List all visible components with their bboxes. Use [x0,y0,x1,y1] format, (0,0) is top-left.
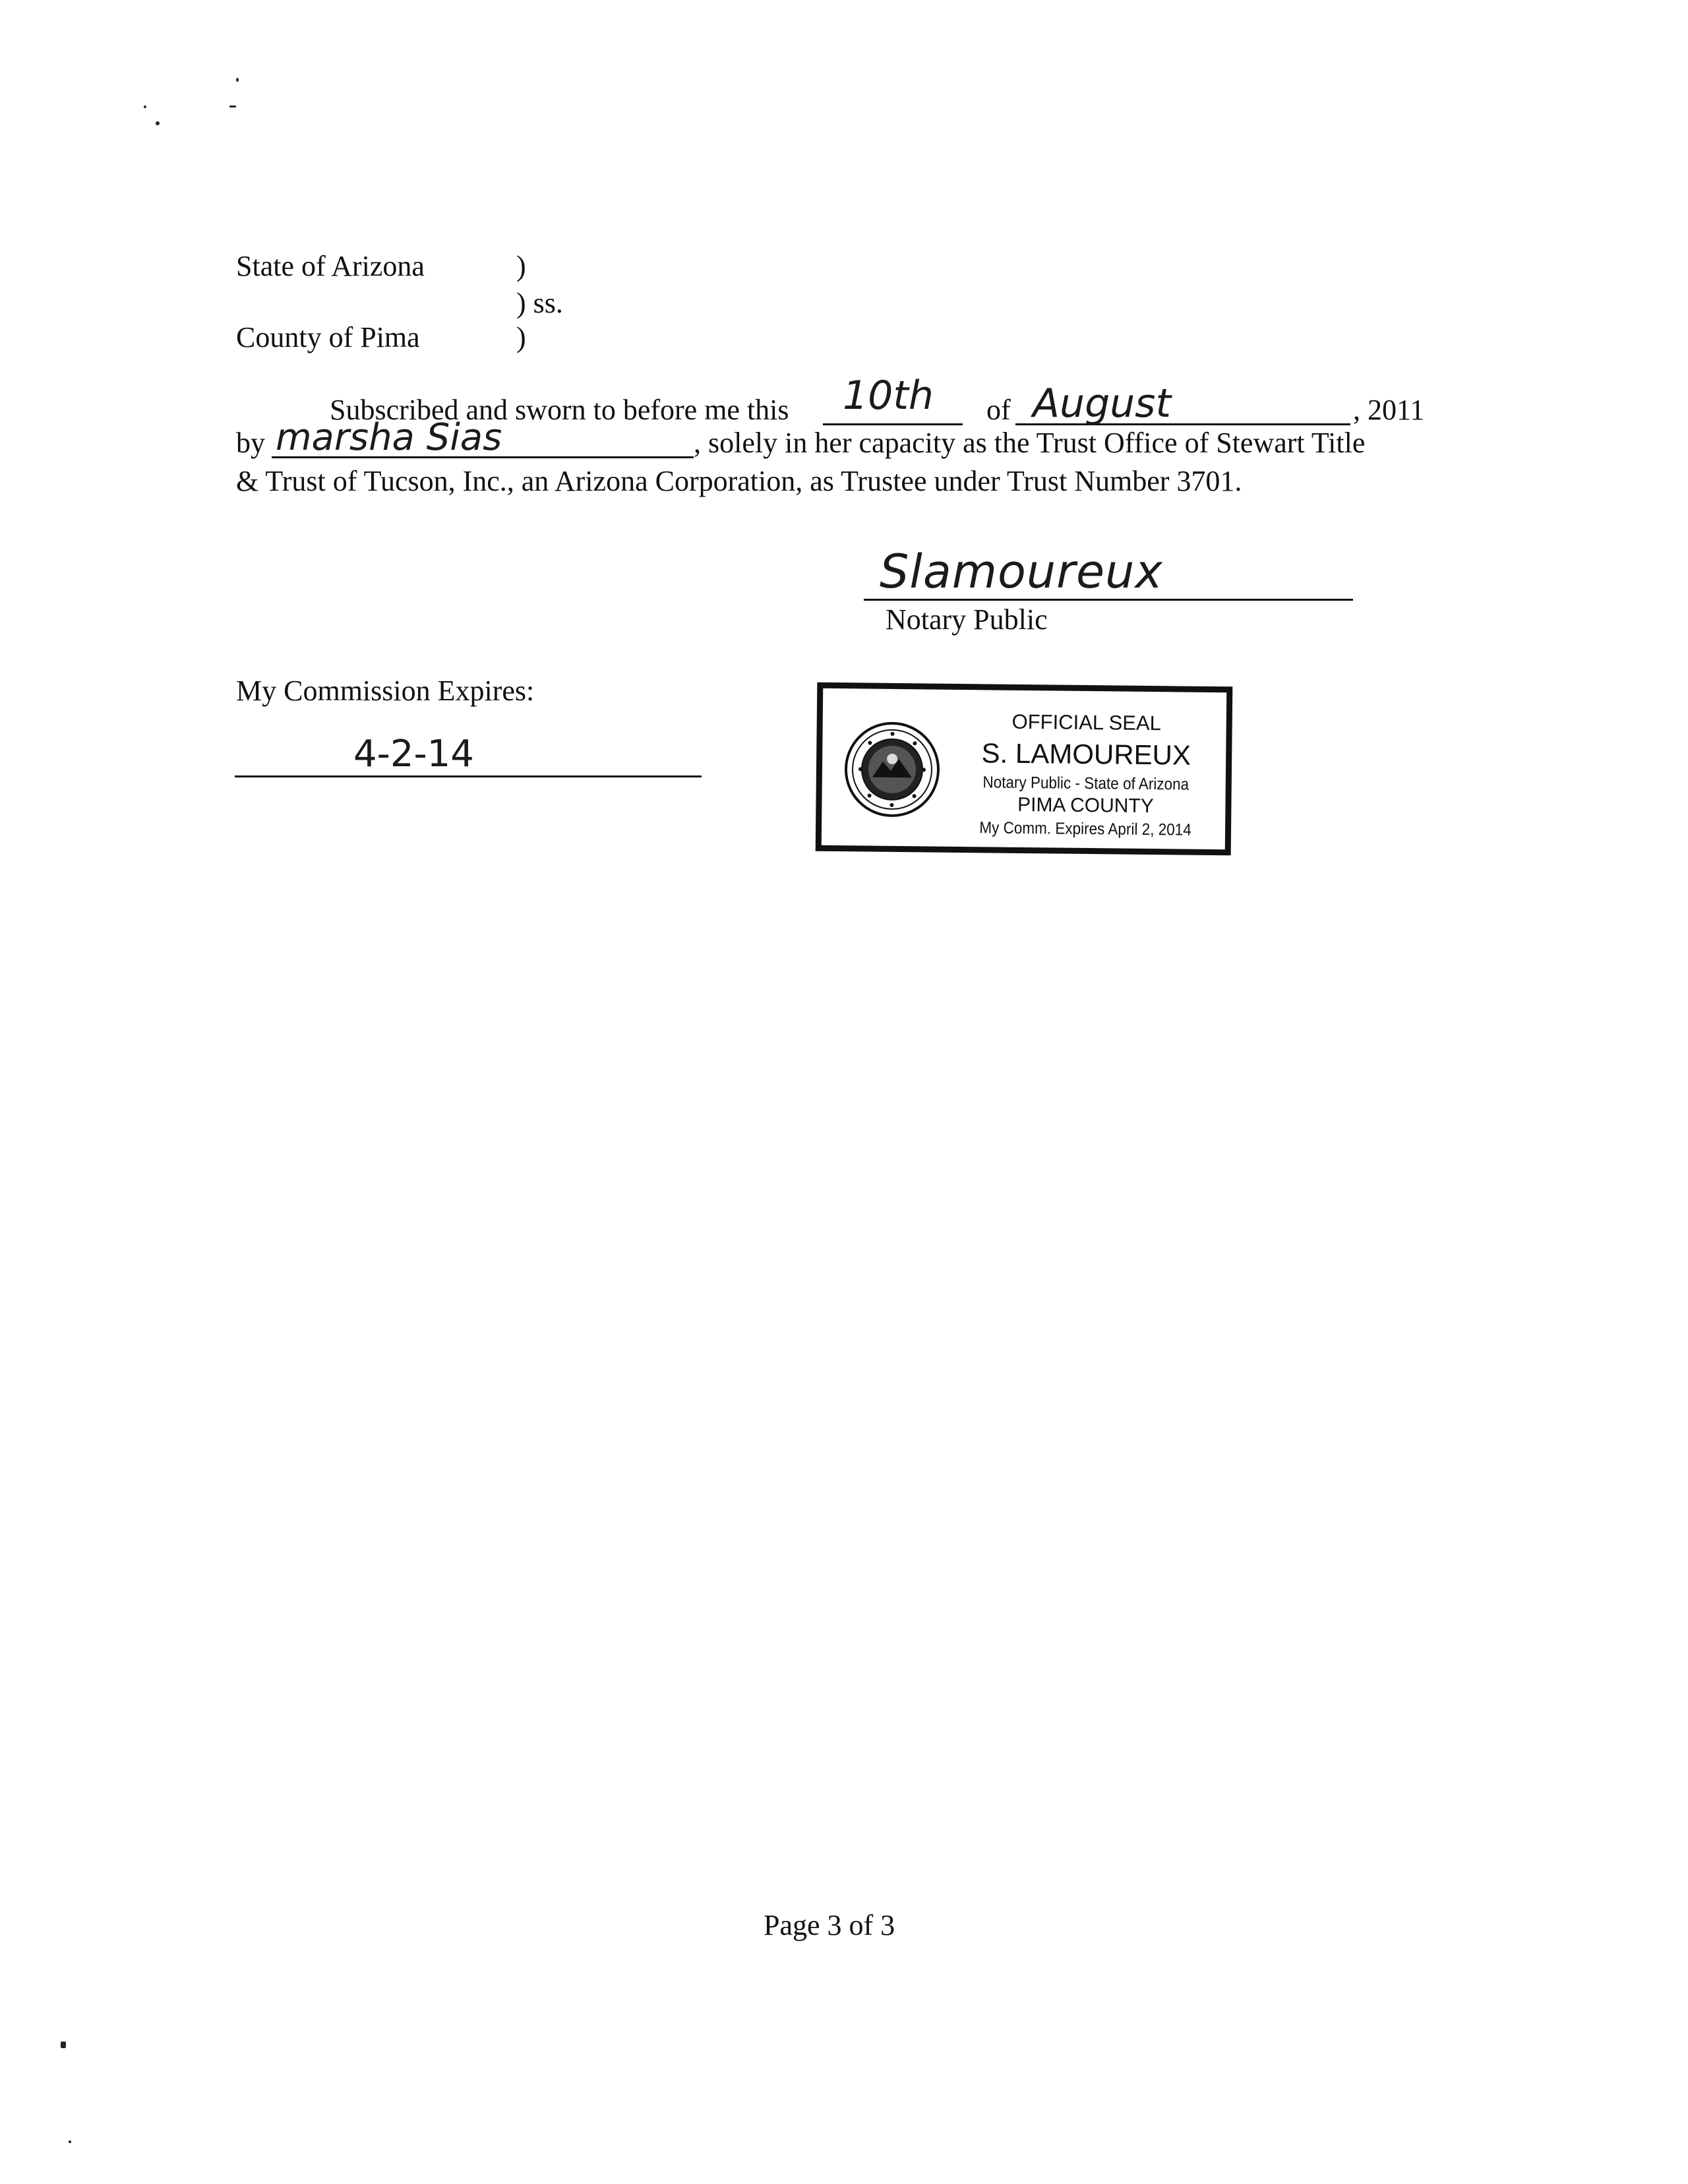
jurat-line2-text: , solely in her capacity as the Trust Office of Stewart Title [694,427,1366,459]
scan-speck [236,78,239,82]
jurat-line1-text: Subscribed and sworn to before me this [330,394,789,426]
seal-heading: OFFICIAL SEAL [1011,710,1162,735]
by-label: by [236,427,265,459]
state-seal-emblem-icon [843,720,942,819]
venue-ss: ) ss. [516,287,563,319]
scan-speck [61,2042,66,2048]
month-handwritten: August [1033,380,1171,427]
state-label: State of Arizona [236,250,425,282]
notary-signature: Slamoureux [880,545,1163,599]
scan-speck [69,2140,71,2143]
seal-notary-name: S. LAMOUREUX [981,737,1191,771]
venue-paren: ) [516,250,526,282]
signer-handwritten: marsha Sias [276,416,502,459]
commission-label: My Commission Expires: [236,675,535,707]
venue-paren: ) [516,321,526,353]
day-blank [823,423,963,425]
page-number: Page 3 of 3 [764,1909,895,1941]
scan-speck [229,106,236,107]
seal-expiration: My Comm. Expires April 2, 2014 [979,818,1191,839]
jurat-line3-text: & Trust of Tucson, Inc., an Arizona Corporation, as Trustee under Trust Number 3701. [236,465,1242,497]
signature-line [864,599,1353,601]
of-label: of [986,394,1011,426]
seal-county: PIMA COUNTY [1017,793,1154,818]
notary-title: Notary Public [886,603,1048,636]
day-handwritten: 10th [843,373,934,419]
commission-date: 4-2-14 [353,733,474,775]
county-label: County of Pima [236,321,420,353]
scan-speck [156,121,160,125]
scan-speck [144,106,146,108]
seal-jurisdiction: Notary Public - State of Arizona [982,773,1190,794]
seal-text-block [947,699,1225,840]
year-text: , 2011 [1353,394,1425,426]
official-seal [816,682,1233,856]
commission-line [235,775,702,777]
